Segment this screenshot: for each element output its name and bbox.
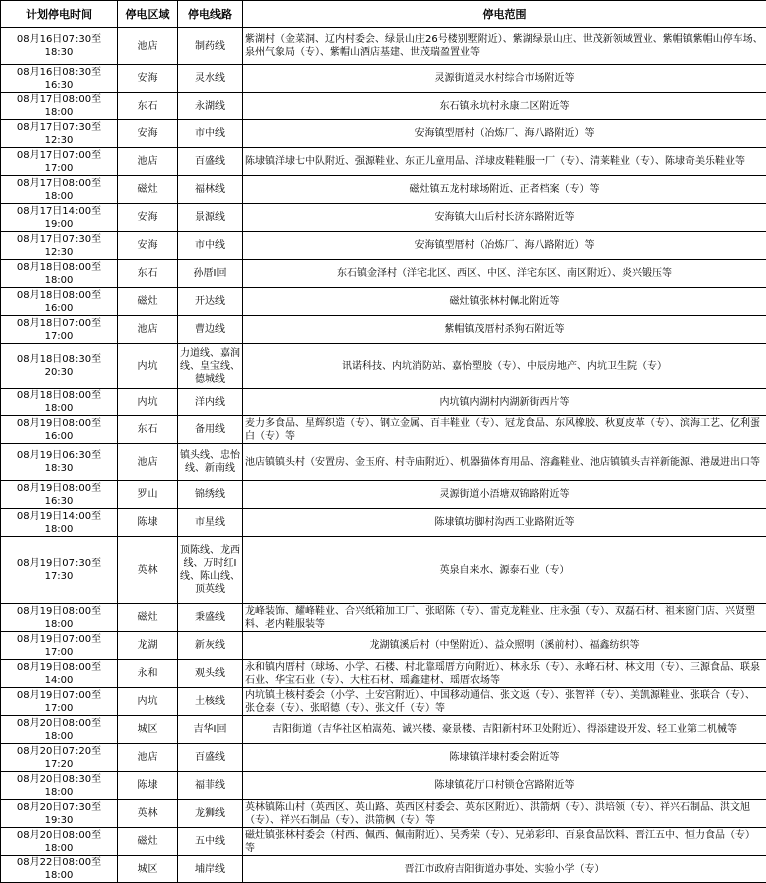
outage-line-cell: 洋内线 <box>178 389 243 416</box>
table-row <box>1 204 766 232</box>
outage-scope-cell: 池店镇镇头村（安置房、金玉府、村寺庙附近）、机器猫体育用品、溶鑫鞋业、池店镇镇头吉祥新能源、港晟进出口等 <box>243 444 766 481</box>
outage-line-cell: 顶陈线、龙西线、万时红Ⅰ线、陈山线、顶英线 <box>178 537 243 604</box>
outage-region-cell: 磁灶 <box>118 176 178 204</box>
table-row <box>1 716 766 744</box>
outage-line-cell: 埔岸线 <box>178 856 243 883</box>
outage-line-cell: 备用线 <box>178 416 243 444</box>
outage-line-cell: 曹边线 <box>178 316 243 344</box>
table-row <box>1 800 766 828</box>
table-row <box>1 28 766 65</box>
outage-time-cell: 08月22日08:00至18:00 <box>1 856 118 883</box>
outage-scope-cell: 龙湖镇溪后村（中堡附近）、益众照明（溪前村）、福鑫纺织等 <box>243 632 766 660</box>
header-scope: 停电范围 <box>243 1 766 28</box>
table-row <box>1 416 766 444</box>
outage-time-cell: 08月16日07:30至18:30 <box>1 28 118 65</box>
outage-time-cell: 08月17日14:00至19:00 <box>1 204 118 232</box>
table-row <box>1 316 766 344</box>
outage-time-cell: 08月17日07:00至17:00 <box>1 148 118 176</box>
outage-region-cell: 磁灶 <box>118 828 178 856</box>
header-time: 计划停电时间 <box>1 1 118 28</box>
table-row <box>1 93 766 120</box>
outage-time-cell: 08月18日08:00至18:00 <box>1 389 118 416</box>
outage-scope-cell: 紫帽镇茂厝村杀狗石附近等 <box>243 316 766 344</box>
outage-line-cell: 市星线 <box>178 509 243 537</box>
table-row <box>1 660 766 688</box>
outage-scope-cell: 内坑镇内湖村内湖新街西片等 <box>243 389 766 416</box>
outage-line-cell: 福菲线 <box>178 772 243 800</box>
outage-scope-cell: 安海镇型厝村（冶炼厂、海八路附近）等 <box>243 120 766 148</box>
outage-scope-cell: 讯诺科技、内坑消防站、嘉怡塑胶（专）、中辰房地产、内坑卫生院（专） <box>243 344 766 389</box>
table-row <box>1 389 766 416</box>
outage-scope-cell: 英林镇陈山村（英西区、英山路、英西区村委会、英东区附近）、洪箭炳（专）、洪培领（专）、祥兴石制品、洪文旭（专）、祥兴石制品（专）、洪箭枫（专）等 <box>243 800 766 828</box>
table-row <box>1 688 766 716</box>
table-row <box>1 828 766 856</box>
outage-time-cell: 08月16日08:30至16:30 <box>1 65 118 93</box>
outage-time-cell: 08月19日07:30至17:30 <box>1 537 118 604</box>
outage-scope-cell: 安海镇型厝村（冶炼厂、海八路附近）等 <box>243 232 766 260</box>
outage-scope-cell: 磁灶镇张林村佩北附近等 <box>243 288 766 316</box>
outage-time-cell: 08月19日07:00至17:00 <box>1 632 118 660</box>
table-row <box>1 509 766 537</box>
table-row <box>1 232 766 260</box>
outage-line-cell: 制药线 <box>178 28 243 65</box>
outage-time-cell: 08月19日14:00至18:00 <box>1 509 118 537</box>
outage-region-cell: 陈埭 <box>118 772 178 800</box>
outage-line-cell: 吉华Ⅰ回 <box>178 716 243 744</box>
outage-scope-cell: 陈埭镇洋埭村委会附近等 <box>243 744 766 772</box>
outage-time-cell: 08月19日06:30至18:30 <box>1 444 118 481</box>
outage-region-cell: 英林 <box>118 537 178 604</box>
outage-scope-cell: 内坑镇土核村委会（小学、土安宫附近）、中国移动通信、张文返（专）、张智祥（专）、美凯源鞋业、张联合（专）、张仓泰（专）、张昭德（专）、张文仟（专）等 <box>243 688 766 716</box>
outage-time-cell: 08月17日07:30至12:30 <box>1 232 118 260</box>
outage-time-cell: 08月18日07:00至17:00 <box>1 316 118 344</box>
outage-line-cell: 景源线 <box>178 204 243 232</box>
outage-scope-cell: 灵源街道小浯塘双锦路附近等 <box>243 481 766 509</box>
outage-line-cell: 力道线、嘉润线、皇宝线、德城线 <box>178 344 243 389</box>
outage-region-cell: 安海 <box>118 65 178 93</box>
outage-region-cell: 池店 <box>118 148 178 176</box>
outage-time-cell: 08月17日08:00至18:00 <box>1 176 118 204</box>
table-header-row <box>1 1 766 28</box>
outage-time-cell: 08月18日08:30至20:30 <box>1 344 118 389</box>
outage-time-cell: 08月17日07:30至12:30 <box>1 120 118 148</box>
outage-scope-cell: 陈埭镇花厅口村锁仓宫路附近等 <box>243 772 766 800</box>
outage-scope-cell: 吉阳街道（吉华社区柏嵩苑、诚兴楼、豪景楼、吉阳新村环卫处附近）、得添建设开发、轻工业第二机械等 <box>243 716 766 744</box>
outage-region-cell: 内坑 <box>118 389 178 416</box>
outage-region-cell: 东石 <box>118 416 178 444</box>
table-row <box>1 176 766 204</box>
outage-region-cell: 池店 <box>118 744 178 772</box>
outage-region-cell: 池店 <box>118 316 178 344</box>
outage-line-cell: 孙厝Ⅰ回 <box>178 260 243 288</box>
outage-line-cell: 观头线 <box>178 660 243 688</box>
outage-time-cell: 08月18日08:00至18:00 <box>1 260 118 288</box>
header-region: 停电区域 <box>118 1 178 28</box>
outage-line-cell: 灵水线 <box>178 65 243 93</box>
outage-region-cell: 英林 <box>118 800 178 828</box>
outage-scope-cell: 东石镇永坑村永康二区附近等 <box>243 93 766 120</box>
outage-scope-cell: 晋江市政府吉阳街道办事处、实验小学（专） <box>243 856 766 883</box>
outage-scope-cell: 陈埭镇坊脚村沟西工业路附近等 <box>243 509 766 537</box>
outage-line-cell: 锦绣线 <box>178 481 243 509</box>
outage-line-cell: 秉盛线 <box>178 604 243 632</box>
outage-line-cell: 龙狮线 <box>178 800 243 828</box>
outage-scope-cell: 紫湖村（金菜洞、辽内村委会、绿景山庄26号楼别墅附近）、紫湖绿景山庄、世茂新领域置业、紫帽镇紫帽山停车场、泉州气象局（专）、紫帽山酒店基建、世茂瑞盈置业等 <box>243 28 766 65</box>
table-row <box>1 537 766 604</box>
outage-time-cell: 08月19日08:00至14:00 <box>1 660 118 688</box>
outage-line-cell: 市中线 <box>178 232 243 260</box>
outage-region-cell: 池店 <box>118 444 178 481</box>
outage-scope-cell: 磁灶镇张林村委会（村西、佩西、佩南附近）、吴秀荣（专）、兄弟彩印、百泉食品饮料、晋江五中、恒力食品（专）等 <box>243 828 766 856</box>
table-row <box>1 288 766 316</box>
outage-region-cell: 东石 <box>118 260 178 288</box>
outage-line-cell: 镇头线、忠怡线、新南线 <box>178 444 243 481</box>
outage-line-cell: 开达线 <box>178 288 243 316</box>
outage-time-cell: 08月20日08:00至18:00 <box>1 828 118 856</box>
outage-line-cell: 新灰线 <box>178 632 243 660</box>
outage-time-cell: 08月17日08:00至18:00 <box>1 93 118 120</box>
outage-time-cell: 08月19日08:00至16:00 <box>1 416 118 444</box>
outage-scope-cell: 永和镇内厝村（球场、小学、石楼、村北靠瑶厝方向附近）、林永乐（专）、永峰石材、林文用（专）、三源食品、联泉石业、华宝石业（专）、大柱石材、瑶鑫建材、瑶厝农场等 <box>243 660 766 688</box>
outage-time-cell: 08月20日07:20至17:20 <box>1 744 118 772</box>
table-row <box>1 344 766 389</box>
outage-time-cell: 08月20日08:00至18:00 <box>1 716 118 744</box>
table-row <box>1 604 766 632</box>
table-row <box>1 65 766 93</box>
outage-region-cell: 池店 <box>118 28 178 65</box>
outage-line-cell: 永湖线 <box>178 93 243 120</box>
outage-scope-cell: 东石镇金泽村（洋宅北区、西区、中区、洋宅东区、南区附近）、炎兴锻压等 <box>243 260 766 288</box>
outage-scope-cell: 英泉自来水、源泰石业（专） <box>243 537 766 604</box>
outage-region-cell: 磁灶 <box>118 288 178 316</box>
outage-scope-cell: 灵源街道灵水村综合市场附近等 <box>243 65 766 93</box>
outage-region-cell: 陈埭 <box>118 509 178 537</box>
outage-scope-cell: 龙峰装饰、耀峰鞋业、合兴纸箱加工厂、张昭陈（专）、雷克龙鞋业、庄永强（专）、双磊石材、祖来窗门店、兴贤塑料、老内鞋服装等 <box>243 604 766 632</box>
table-row <box>1 744 766 772</box>
outage-line-cell: 市中线 <box>178 120 243 148</box>
table-row <box>1 260 766 288</box>
outage-line-cell: 百盛线 <box>178 744 243 772</box>
outage-region-cell: 龙湖 <box>118 632 178 660</box>
outage-region-cell: 磁灶 <box>118 604 178 632</box>
outage-scope-cell: 安海镇大山后村长济东路附近等 <box>243 204 766 232</box>
outage-scope-cell: 陈埭镇洋埭七中队附近、强源鞋业、东正儿童用品、洋埭皮鞋鞋服一厂（专）、清莱鞋业（专）、陈埭奇美乐鞋业等 <box>243 148 766 176</box>
outage-region-cell: 内坑 <box>118 688 178 716</box>
outage-region-cell: 东石 <box>118 93 178 120</box>
outage-region-cell: 安海 <box>118 204 178 232</box>
outage-region-cell: 安海 <box>118 232 178 260</box>
outage-line-cell: 土核线 <box>178 688 243 716</box>
outage-scope-cell: 麦力多食品、星辉织造（专）、钢立金属、百丰鞋业（专）、冠龙食品、东风橡胶、秋夏皮革（专）、滨海工艺、亿利蛋白（专）等 <box>243 416 766 444</box>
outage-time-cell: 08月19日08:00至18:00 <box>1 604 118 632</box>
table-row <box>1 148 766 176</box>
table-row <box>1 120 766 148</box>
outage-region-cell: 城区 <box>118 856 178 883</box>
outage-time-cell: 08月18日08:00至16:00 <box>1 288 118 316</box>
header-line: 停电线路 <box>178 1 243 28</box>
outage-time-cell: 08月20日08:30至18:00 <box>1 772 118 800</box>
table-row <box>1 772 766 800</box>
outage-region-cell: 内坑 <box>118 344 178 389</box>
table-row <box>1 481 766 509</box>
outage-scope-cell: 磁灶镇五龙村球场附近、正者档案（专）等 <box>243 176 766 204</box>
outage-line-cell: 福林线 <box>178 176 243 204</box>
outage-region-cell: 城区 <box>118 716 178 744</box>
outage-region-cell: 永和 <box>118 660 178 688</box>
outage-time-cell: 08月19日07:00至17:00 <box>1 688 118 716</box>
outage-line-cell: 五中线 <box>178 828 243 856</box>
outage-region-cell: 罗山 <box>118 481 178 509</box>
table-row <box>1 632 766 660</box>
outage-time-cell: 08月20日07:30至19:30 <box>1 800 118 828</box>
outage-line-cell: 百盛线 <box>178 148 243 176</box>
outage-region-cell: 安海 <box>118 120 178 148</box>
table-body <box>1 28 766 883</box>
table-row <box>1 444 766 481</box>
table-row <box>1 856 766 883</box>
outage-time-cell: 08月19日08:00至16:30 <box>1 481 118 509</box>
